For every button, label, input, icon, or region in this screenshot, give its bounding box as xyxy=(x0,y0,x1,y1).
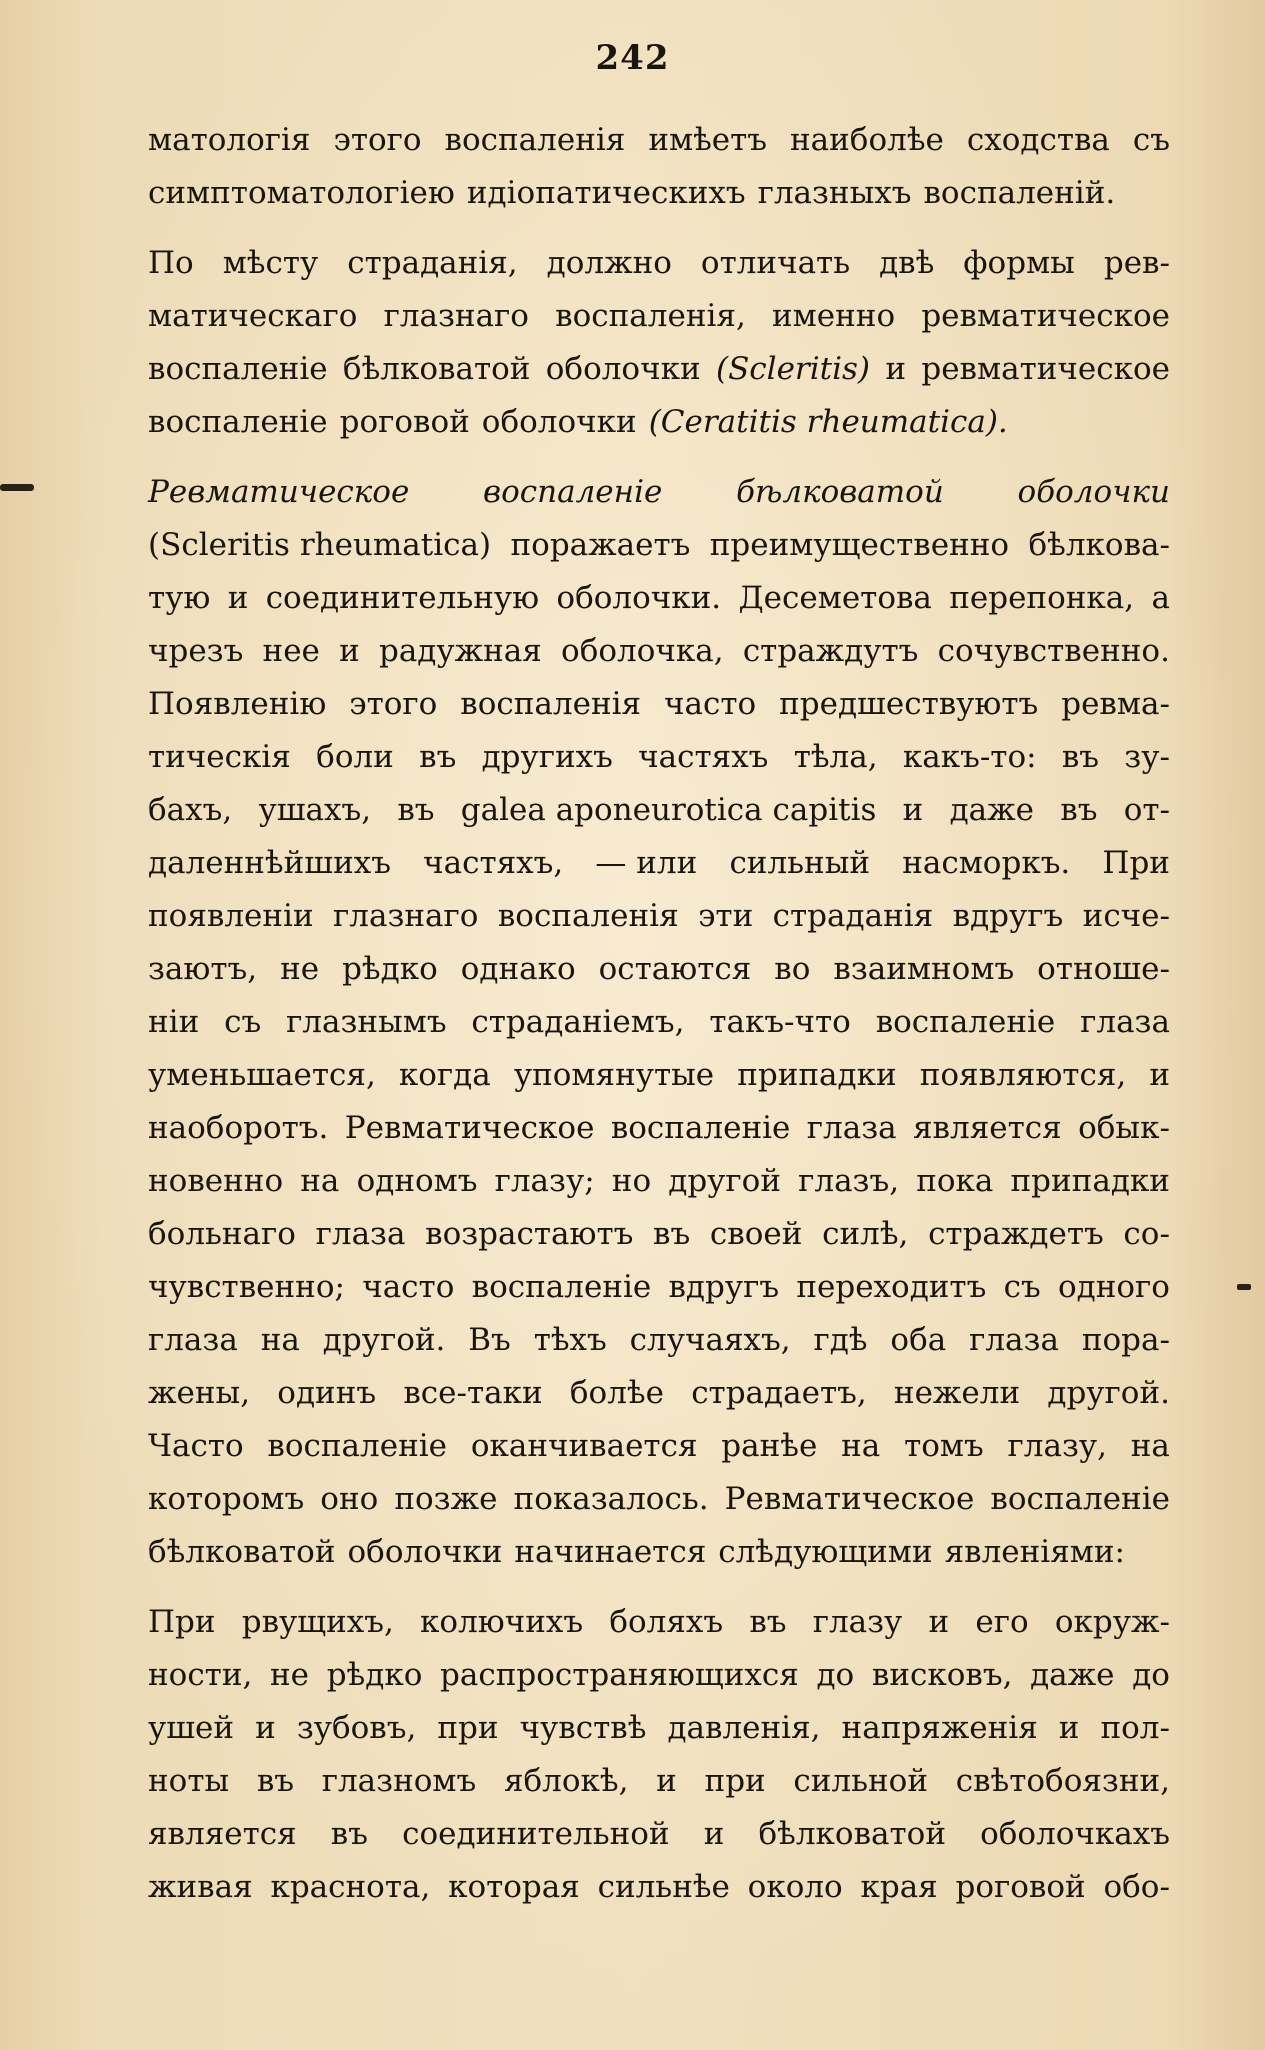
word: ревматическое xyxy=(921,351,1170,387)
word: въ xyxy=(330,1816,368,1852)
word: воспаленіе xyxy=(267,1428,448,1464)
word: воспаленіе xyxy=(148,351,328,387)
word: Ревматическое xyxy=(148,474,410,510)
word: По xyxy=(148,245,194,281)
word: своей xyxy=(709,1216,803,1252)
word: является xyxy=(913,1110,1062,1146)
word: новенно xyxy=(148,1163,284,1199)
word: ревма- xyxy=(1061,686,1170,722)
word: колючихъ xyxy=(420,1604,584,1640)
word: но xyxy=(611,1163,652,1199)
word: боли xyxy=(316,739,394,775)
text-line xyxy=(148,527,1170,580)
word: — или xyxy=(595,845,698,881)
word: глазнаго xyxy=(333,898,479,934)
text-line xyxy=(148,474,1170,527)
text-line xyxy=(148,739,1170,792)
paragraph-gap xyxy=(148,1587,1170,1604)
word: висковъ, xyxy=(871,1657,1013,1693)
word: во xyxy=(774,951,811,987)
word: преимущественно xyxy=(709,527,1010,563)
word: возрастаютъ xyxy=(425,1216,634,1252)
word: идіопатическихъ xyxy=(466,175,746,211)
word: нежели xyxy=(893,1375,1021,1411)
word: глазу xyxy=(812,1604,903,1640)
word: взаимномъ xyxy=(833,951,1015,987)
word: бѣлковатой xyxy=(758,1816,946,1852)
word: ности, xyxy=(148,1657,253,1693)
word: появляются, xyxy=(919,1057,1127,1093)
text-line xyxy=(148,951,1170,1004)
word: радужная xyxy=(378,633,542,669)
word: роговой xyxy=(955,1869,1086,1905)
word: глазу; xyxy=(494,1163,595,1199)
word: въ xyxy=(653,1216,691,1252)
paragraph-gap xyxy=(148,457,1170,474)
paragraph xyxy=(148,122,1170,228)
word: до xyxy=(1132,1657,1170,1693)
word: рѣдко xyxy=(326,1657,423,1693)
word: глазнымъ xyxy=(286,1004,447,1040)
word: появленіи xyxy=(148,898,314,934)
word: отноше- xyxy=(1037,951,1170,987)
word: этого xyxy=(333,122,422,158)
word: воспаленіе xyxy=(990,1481,1170,1517)
word: этого xyxy=(349,686,438,722)
word: тѣхъ xyxy=(533,1322,607,1358)
text-line xyxy=(148,351,1170,404)
word: ніи xyxy=(148,1004,200,1040)
word: рѣдко xyxy=(342,951,438,987)
text-line xyxy=(148,1869,1170,1922)
word: оболочки xyxy=(545,351,701,387)
word: оба xyxy=(890,1322,947,1358)
text-line xyxy=(148,1269,1170,1322)
word: припадки xyxy=(737,1057,897,1093)
word: отличать xyxy=(700,245,851,281)
word: въ xyxy=(749,1604,787,1640)
word: края xyxy=(860,1869,938,1905)
word: тѣла, xyxy=(793,739,878,775)
word: глазу, xyxy=(1007,1428,1107,1464)
word: зубовъ, xyxy=(296,1710,417,1746)
word: частяхъ xyxy=(638,739,769,775)
word: до xyxy=(816,1657,855,1693)
word: со- xyxy=(1123,1216,1170,1252)
paragraph-gap xyxy=(148,228,1170,245)
word: на xyxy=(1130,1428,1170,1464)
word: какъ-то: xyxy=(902,739,1037,775)
word: болѣе xyxy=(569,1375,664,1411)
word: жены, xyxy=(148,1375,251,1411)
word: все-таки xyxy=(403,1375,543,1411)
body-text xyxy=(148,122,1170,1922)
text-line xyxy=(148,1481,1170,1534)
text-line xyxy=(148,1375,1170,1428)
word: живая xyxy=(148,1869,253,1905)
word: наоборотъ. xyxy=(148,1110,329,1146)
word: около xyxy=(747,1869,843,1905)
word: при xyxy=(437,1710,499,1746)
word: страждетъ xyxy=(928,1216,1104,1252)
word: въ xyxy=(397,792,435,828)
word: оканчивается xyxy=(470,1428,698,1464)
text-line xyxy=(148,245,1170,298)
word: которомъ xyxy=(148,1481,305,1517)
word: въ xyxy=(1061,739,1100,775)
word: матологія xyxy=(148,122,311,158)
word: припадки xyxy=(1010,1163,1170,1199)
text-line xyxy=(148,122,1170,175)
word: въ xyxy=(1060,792,1098,828)
word: При xyxy=(1102,845,1170,881)
word: другой. xyxy=(1047,1375,1170,1411)
word: на xyxy=(841,1428,881,1464)
word: гдѣ xyxy=(813,1322,868,1358)
margin-ink-mark-right xyxy=(1237,1284,1251,1290)
word: заютъ, xyxy=(148,951,258,987)
word: и xyxy=(339,633,360,669)
text-line xyxy=(148,1163,1170,1216)
text-line xyxy=(148,686,1170,739)
word: глаза xyxy=(1080,1004,1170,1040)
word: обо- xyxy=(1103,1869,1170,1905)
page-number: 242 xyxy=(595,38,670,78)
word: оболочки xyxy=(1017,474,1170,510)
word: исче- xyxy=(1082,898,1170,934)
word: явленіями: xyxy=(944,1534,1125,1570)
word: такъ-что xyxy=(709,1004,851,1040)
word: въ xyxy=(419,739,457,775)
word: томъ xyxy=(904,1428,984,1464)
word: глаза xyxy=(806,1110,897,1146)
text-line xyxy=(148,1604,1170,1657)
word: съ xyxy=(1003,1269,1041,1305)
word: ушей xyxy=(148,1710,235,1746)
word: воспаленія xyxy=(460,686,642,722)
word: воспаленія xyxy=(497,898,679,934)
word: глазнаго xyxy=(383,298,529,334)
word: другихъ xyxy=(481,739,613,775)
word: Ревматическое xyxy=(344,1110,595,1146)
word: оболочки xyxy=(481,404,637,440)
word: мѣсту xyxy=(222,245,319,281)
word: от- xyxy=(1123,792,1170,828)
word: должно xyxy=(546,245,672,281)
word: сильной xyxy=(793,1763,928,1799)
word: страданіемъ, xyxy=(471,1004,685,1040)
word: тую xyxy=(148,580,211,616)
text-line xyxy=(148,1216,1170,1269)
word: (Scleritis) xyxy=(715,351,871,387)
word: именно xyxy=(772,298,896,334)
word: соединительной xyxy=(402,1816,670,1852)
word: часто xyxy=(362,1269,455,1305)
word: бѣлкова- xyxy=(1028,527,1170,563)
word: предшествуютъ xyxy=(779,686,1039,722)
word: чрезъ xyxy=(148,633,244,669)
word: одного xyxy=(1057,1269,1170,1305)
word: глаза xyxy=(969,1322,1059,1358)
word: не xyxy=(280,951,320,987)
word: яблокѣ, xyxy=(503,1763,629,1799)
word: сильнѣе xyxy=(597,1869,730,1905)
text-line xyxy=(148,633,1170,686)
word: зу- xyxy=(1124,739,1170,775)
word: однако xyxy=(460,951,576,987)
margin-ink-mark-left xyxy=(0,484,34,491)
word: тическія xyxy=(148,739,291,775)
word: на xyxy=(260,1322,300,1358)
text-line xyxy=(148,898,1170,951)
paragraph xyxy=(148,1604,1170,1922)
word: и xyxy=(885,351,907,387)
word: даже xyxy=(949,792,1034,828)
word: даленнѣйшихъ xyxy=(148,845,391,881)
word: двѣ xyxy=(879,245,935,281)
text-line xyxy=(148,1534,1170,1587)
word: (Scleritis rheumatica) xyxy=(148,527,492,563)
word: при xyxy=(704,1763,766,1799)
word: окруж- xyxy=(1054,1604,1170,1640)
word: позже xyxy=(394,1481,498,1517)
word: упомянутые xyxy=(513,1057,715,1093)
text-line xyxy=(148,404,1170,457)
word: воспаленіе xyxy=(471,1269,652,1305)
word: въ xyxy=(256,1763,295,1799)
word: случаяхъ, xyxy=(629,1322,791,1358)
word: бѣлковатой xyxy=(148,1534,336,1570)
word: оно xyxy=(320,1481,379,1517)
word: на xyxy=(300,1163,340,1199)
text-line xyxy=(148,792,1170,845)
word: При xyxy=(148,1604,216,1640)
word: наиболѣе xyxy=(790,122,944,158)
word: силѣ, xyxy=(822,1216,909,1252)
text-line xyxy=(148,1004,1170,1057)
word: и xyxy=(703,1816,725,1852)
word: и xyxy=(928,1604,950,1640)
word: бѣлковатой xyxy=(342,351,531,387)
word: роговой xyxy=(339,404,470,440)
word: оболочки. xyxy=(556,580,722,616)
word: уменьшается, xyxy=(148,1057,376,1093)
word: страдаетъ, xyxy=(691,1375,867,1411)
word: его xyxy=(975,1604,1029,1640)
word: одномъ xyxy=(356,1163,478,1199)
word: глазныхъ xyxy=(757,175,912,211)
word: формы xyxy=(963,245,1075,281)
word: а xyxy=(1151,580,1170,616)
word: Появленію xyxy=(148,686,327,722)
word: показалось. xyxy=(513,1481,709,1517)
word: сочувственно. xyxy=(937,633,1170,669)
word: (Ceratitis rheumatica). xyxy=(648,404,1008,440)
word: страданія, xyxy=(347,245,518,281)
word: перепонка, xyxy=(949,580,1135,616)
word: глазъ, xyxy=(798,1163,900,1199)
word: воспаленій. xyxy=(923,175,1116,211)
word: напряженія xyxy=(841,1710,1038,1746)
word: пол- xyxy=(1100,1710,1170,1746)
word: пора- xyxy=(1081,1322,1170,1358)
text-line xyxy=(148,175,1170,228)
word: бахъ, xyxy=(148,792,233,828)
paragraph xyxy=(148,474,1170,1587)
word: и xyxy=(1149,1057,1170,1093)
word: бѣлковатой xyxy=(736,474,944,510)
word: съ xyxy=(224,1004,262,1040)
word: не xyxy=(270,1657,310,1693)
word: частяхъ, xyxy=(423,845,564,881)
word: симптоматологіею xyxy=(148,175,455,211)
word: насморкъ. xyxy=(902,845,1071,881)
word: чувствѣ xyxy=(519,1710,647,1746)
word: страждутъ xyxy=(742,633,919,669)
word: имѣетъ xyxy=(648,122,768,158)
word: обык- xyxy=(1078,1110,1170,1146)
word: глазномъ xyxy=(321,1763,477,1799)
word: воспаленіе xyxy=(610,1110,791,1146)
word: давленія, xyxy=(667,1710,821,1746)
word: матическаго xyxy=(148,298,358,334)
text-line xyxy=(148,580,1170,633)
word: ранѣе xyxy=(721,1428,818,1464)
word: galea aponeurotica capitis xyxy=(460,792,877,828)
text-line xyxy=(148,1763,1170,1816)
word: воспаленіе xyxy=(483,474,663,510)
word: воспаленія, xyxy=(555,298,746,334)
word: и xyxy=(227,580,249,616)
text-line xyxy=(148,298,1170,351)
word: даже xyxy=(1030,1657,1115,1693)
word: другой. xyxy=(322,1322,446,1358)
word: съ xyxy=(1132,122,1170,158)
word: воспаленіе xyxy=(148,404,328,440)
text-line xyxy=(148,845,1170,898)
text-line xyxy=(148,1816,1170,1869)
word: пока xyxy=(916,1163,994,1199)
word: начинается xyxy=(514,1534,707,1570)
word: воспаленія xyxy=(444,122,626,158)
text-line xyxy=(148,1428,1170,1481)
word: боляхъ xyxy=(609,1604,724,1640)
word: когда xyxy=(398,1057,491,1093)
word: краснота, xyxy=(270,1869,431,1905)
word: сходства xyxy=(966,122,1110,158)
word: и xyxy=(255,1710,276,1746)
word: свѣтобоязни, xyxy=(955,1763,1170,1799)
word: ревматическое xyxy=(921,298,1170,334)
text-line xyxy=(148,1057,1170,1110)
word: ушахъ, xyxy=(258,792,372,828)
word: вдругъ xyxy=(668,1269,780,1305)
word: рвущихъ, xyxy=(241,1604,394,1640)
word: одинъ xyxy=(277,1375,377,1411)
word: Десеметова xyxy=(738,580,932,616)
text-line xyxy=(148,1710,1170,1763)
word: оболочка, xyxy=(561,633,724,669)
word: другой xyxy=(668,1163,781,1199)
word: переходитъ xyxy=(796,1269,987,1305)
word: больнаго xyxy=(148,1216,296,1252)
word: глаза xyxy=(148,1322,238,1358)
word: является xyxy=(148,1816,297,1852)
word: соединительную xyxy=(265,580,540,616)
word: глаза xyxy=(315,1216,406,1252)
word: ноты xyxy=(148,1763,230,1799)
word: и xyxy=(1058,1710,1080,1746)
word: оболочки xyxy=(347,1534,503,1570)
word: нее xyxy=(262,633,320,669)
word: сильный xyxy=(729,845,871,881)
word: Часто xyxy=(148,1428,244,1464)
text-line xyxy=(148,1657,1170,1710)
word: эти xyxy=(698,898,754,934)
word: и xyxy=(902,792,924,828)
text-line xyxy=(148,1110,1170,1163)
word: слѣдующими xyxy=(718,1534,933,1570)
word: и xyxy=(656,1763,677,1799)
word: остаются xyxy=(598,951,752,987)
text-line xyxy=(148,1322,1170,1375)
word: поражаетъ xyxy=(510,527,691,563)
word: часто xyxy=(664,686,757,722)
word: воспаленіе xyxy=(875,1004,1056,1040)
word: рев- xyxy=(1103,245,1170,281)
word: Въ xyxy=(468,1322,511,1358)
paragraph xyxy=(148,245,1170,457)
word: Ревматическое xyxy=(724,1481,975,1517)
word: которая xyxy=(448,1869,580,1905)
word: чувственно; xyxy=(148,1269,345,1305)
word: вдругъ xyxy=(952,898,1064,934)
word: страданія xyxy=(772,898,934,934)
word: распространяющихся xyxy=(440,1657,799,1693)
word: оболочкахъ xyxy=(980,1816,1170,1852)
